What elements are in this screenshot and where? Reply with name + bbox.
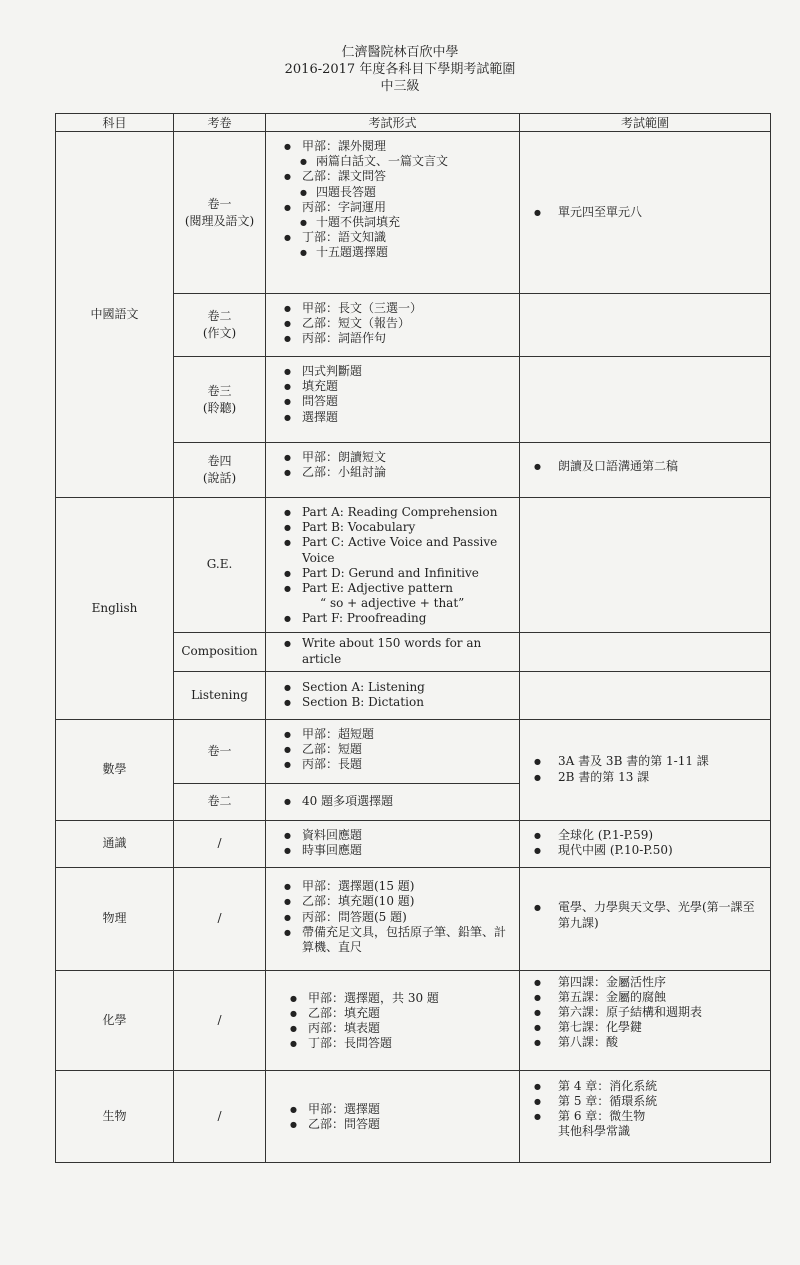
list-item: ● 四式判斷題 [284,364,515,379]
paper-label: 卷一 [207,196,232,211]
format-cell [266,294,520,357]
column-header-subject: 科目 [56,114,174,132]
format-cell [266,783,520,820]
paper-label: 卷四 [207,454,232,468]
list-item: ● Write about 150 words for an article [284,636,515,666]
list-item: ● 帶備充足文具，包括原子筆、鉛筆、計算機、直尺 [284,925,515,955]
table-row [56,1070,771,1162]
list-item: ● 乙部：問答題 [290,1117,515,1132]
scope-cell [520,294,771,357]
list-item: ● Section B: Dictation [284,695,515,710]
list-item: ● 乙部：短文（報告） [284,316,515,331]
list-item: ● 3A 書及 3B 書的第 1-11 課 [534,754,766,769]
format-cell [266,632,520,671]
format-cell [266,820,520,867]
list-item: ● 乙部：填充題 [290,1006,515,1021]
table-row [56,132,771,294]
paper-label: / [174,820,266,867]
paper-label: 卷三 [207,383,232,398]
list-item: ● 2B 書的第 13 課 [534,770,766,785]
column-header-paper: 考卷 [174,114,266,132]
list-item: ● 甲部：選擇題 [290,1102,515,1117]
list-item: ● Part B: Vocabulary [284,520,515,535]
list-item: ● 朗讀及口語溝通第二稿 [534,459,766,474]
paper-label: / [174,867,266,970]
paper-label: Composition [174,632,266,671]
list-item: ● 第 5 章：循環系統 [534,1094,766,1109]
scope-cell [520,867,771,970]
format-cell [266,719,520,783]
paper-cell [174,132,266,294]
subject-chinese: 中國語文 [56,132,174,498]
subject-english: English [56,498,174,720]
paper-label: 卷二 [207,309,232,323]
list-item: ● 填充題 [284,379,515,394]
list-item: ● 選擇題 [284,410,515,425]
list-item: ● 丙部：詞語作句 [284,331,515,346]
list-item: ● 第八課：酸 [534,1035,766,1050]
list-item: ● 甲部：課外閱理 [284,139,515,154]
scope-cell [520,632,771,671]
list-item: ● 甲部：選擇題(15 題) [284,879,515,894]
list-item: ● 四題長答題 [284,185,515,200]
paper-sublabel: (閱理及語文) [184,213,255,228]
list-item: ● Part F: Proofreading [284,611,515,626]
list-item: ● 甲部：選擇題，共 30 題 [290,991,515,1006]
list-item: ● 丙部：填表題 [290,1021,515,1036]
table-row [56,719,771,783]
list-item: ● 第四課：金屬活性序 [534,975,766,990]
scope-cell [520,498,771,633]
list-item: ● 時事回應題 [284,843,515,858]
school-name: 仁濟醫院林百欣中學 [341,45,459,60]
paper-label: / [174,970,266,1070]
list-item: ● 單元四至單元八 [534,205,766,220]
list-item: ● 乙部：小組討論 [284,465,515,480]
document-title: 2016-2017 年度各科目下學期考試範圍 [284,62,516,77]
paper-label: G.E. [174,498,266,633]
list-item: ● 十題不供詞填充 [284,215,515,230]
list-item: ● 丙部：問答題(5 題) [284,910,515,925]
scope-cell [520,820,771,867]
list-item: ● 第五課：金屬的腐蝕 [534,990,766,1005]
subject-biology: 生物 [56,1070,174,1162]
scope-cell [520,357,771,443]
list-item: 其他科學常識 [558,1124,631,1139]
list-item: ● 甲部：超短題 [284,727,515,742]
list-item: ● 第六課：原子結構和週期表 [534,1005,766,1020]
table-row [56,867,771,970]
scope-cell [520,719,771,820]
table-header-row [56,114,771,132]
table-row [56,820,771,867]
format-cell [266,498,520,633]
column-header-format: 考試形式 [266,114,520,132]
format-cell [266,970,520,1070]
scope-cell [520,671,771,719]
scope-cell [520,443,771,498]
subject-liberal-studies: 通識 [56,820,174,867]
list-item: ● 全球化 (P.1-P.59) [534,828,766,843]
paper-cell [174,357,266,443]
column-header-scope: 考試範圍 [520,114,771,132]
exam-scope-table [55,113,771,1163]
table-row [56,498,771,633]
list-item: “ so + adjective + that” [320,596,465,611]
format-cell [266,443,520,498]
scope-cell [520,1070,771,1162]
document-header [0,44,800,95]
list-item: ● 問答題 [284,394,515,409]
list-item: ● 現代中國 (P.10-P.50) [534,843,766,858]
list-item: ● 甲部：朗讀短文 [284,450,515,465]
list-item: ● Part E: Adjective pattern [284,581,515,596]
grade-label: 中三級 [380,79,420,94]
list-item: ● Part D: Gerund and Infinitive [284,566,515,581]
subject-math: 數學 [56,719,174,820]
list-item: ● 第 6 章：微生物 [534,1109,766,1124]
subject-chemistry: 化學 [56,970,174,1070]
format-cell [266,671,520,719]
paper-sublabel: (說話) [202,471,237,485]
format-cell [266,867,520,970]
scope-cell [520,970,771,1070]
list-item: ● 40 題多項選擇題 [284,794,515,809]
paper-label: 卷一 [174,719,266,783]
paper-label: Listening [174,671,266,719]
list-item: ● 丁部：語文知識 [284,230,515,245]
scope-cell [520,132,771,294]
list-item: ● 甲部：長文（三選一） [284,301,515,316]
list-item: ● 資料回應題 [284,828,515,843]
format-cell [266,1070,520,1162]
paper-sublabel: (聆聽) [202,400,237,415]
list-item: ● 乙部：課文問答 [284,169,515,184]
paper-label: / [174,1070,266,1162]
format-cell [266,132,520,294]
paper-sublabel: (作文) [202,326,237,340]
paper-cell [174,443,266,498]
paper-cell [174,294,266,357]
format-cell [266,357,520,443]
list-item: ● Part A: Reading Comprehension [284,505,515,520]
list-item: ● 乙部：填充題(10 題) [284,894,515,909]
list-item: ● 丙部：字詞運用 [284,200,515,215]
list-item: ● Section A: Listening [284,680,515,695]
table-row [56,970,771,1070]
paper-label: 卷二 [174,783,266,820]
list-item: ● Part C: Active Voice and Passive Voice [284,535,515,565]
list-item: ● 電學、力學與天文學、光學(第一課至第九課) [534,900,766,930]
subject-physics: 物理 [56,867,174,970]
list-item: ● 十五題選擇題 [284,245,515,260]
list-item: ● 兩篇白話文、一篇文言文 [284,154,515,169]
list-item: ● 乙部：短題 [284,742,515,757]
list-item: ● 第 4 章：消化系統 [534,1079,766,1094]
list-item: ● 丙部：長題 [284,757,515,772]
list-item: ● 丁部：長問答題 [290,1036,515,1051]
list-item: ● 第七課：化學鍵 [534,1020,766,1035]
